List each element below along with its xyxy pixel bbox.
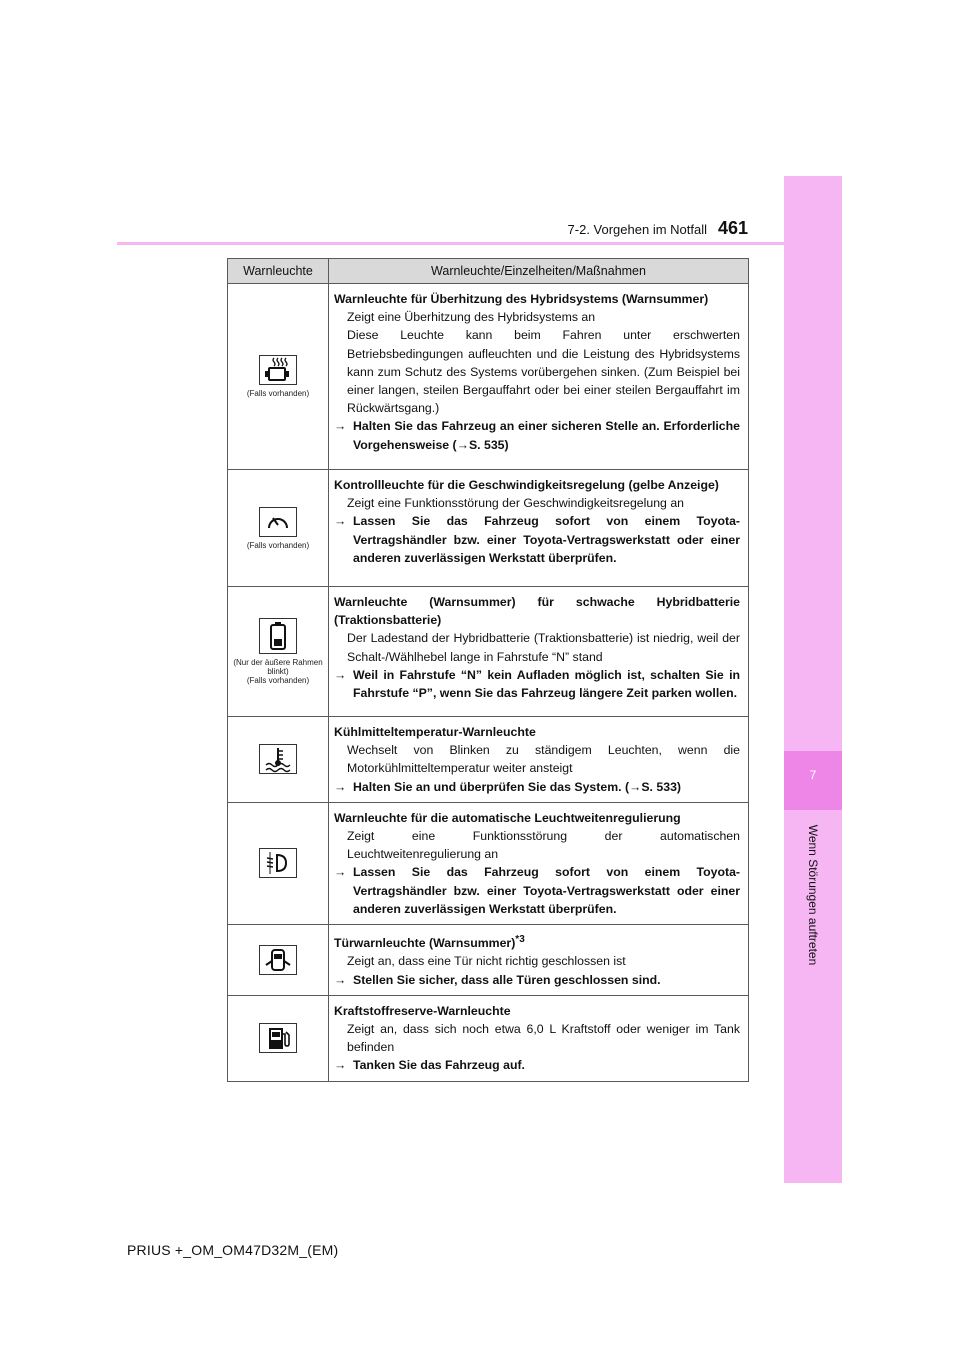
icon-cell: [228, 717, 329, 803]
details-cell: [329, 470, 749, 587]
details-cell: [329, 995, 749, 1081]
chapter-label: Wenn Störungen auftreten: [806, 824, 820, 966]
row-action: [334, 666, 740, 702]
row-title: Kraftstoffreserve-Warnleuchte: [334, 1003, 511, 1018]
headlight-leveling-icon: [259, 848, 297, 878]
row-action-text: Lassen Sie das Fahrzeug sofort von einem Toyota-Vertragshändler bzw. einer Toyota-Vertragswerkstatt oder einer anderen zuverlässigen Werkstatt überprüfen.: [353, 514, 740, 565]
row-action: [334, 778, 740, 796]
row-action: [334, 863, 740, 918]
table-row: [228, 284, 749, 470]
details-cell: [329, 802, 749, 924]
table-row: [228, 925, 749, 996]
arrow-icon: →: [334, 972, 347, 987]
footnote-marker: *3: [515, 934, 525, 946]
row-action-text: Halten Sie an und überprüfen Sie das System. (→S. 533): [353, 779, 682, 794]
row-text: Zeigt an, dass eine Tür nicht richtig geschlossen ist: [347, 954, 626, 969]
row-text: Wechselt von Blinken zu ständigem Leuchten, wenn die Motorkühlmitteltemperatur weiter ansteigt: [347, 743, 740, 776]
icon-note: (Falls vorhanden): [246, 389, 310, 398]
table-header-row: [228, 259, 749, 284]
table-row: [228, 470, 749, 587]
row-text: Zeigt eine Überhitzung des Hybridsystems an Diese Leuchte kann beim Fahren unter erschwerten Betriebsbedingungen aufleuchten und die Leistung des Hybridsystems kann zum Schutz des Systems vorübergehen sinken. (Zum Beispiel bei einer langen, steilen Bergauffahrt oder bei einer steilen Bergauffahrt im Rückwärtsgang.): [347, 310, 740, 416]
chapter-side-tab: [784, 176, 842, 1183]
row-title: Warnleuchte für Überhitzung des Hybridsystems (Warnsummer): [334, 292, 709, 306]
icon-cell: [228, 802, 329, 924]
header-rule: [117, 242, 784, 245]
arrow-icon: →: [334, 865, 347, 880]
arrow-icon: →: [334, 514, 347, 529]
table-row: [228, 587, 749, 717]
table-row: [228, 995, 749, 1081]
table-row: [228, 717, 749, 803]
page-number: 461: [718, 218, 749, 238]
door-open-icon: [259, 945, 297, 975]
row-title-text: Türwarnleuchte (Warnsummer): [334, 936, 516, 951]
icon-note: (Nur der äußere Rahmen blinkt) (Falls vorhanden): [233, 658, 323, 685]
icon-cell: [228, 587, 329, 717]
row-text: Zeigt an, dass sich noch etwa 6,0 L Kraftstoff oder weniger im Tank befinden: [347, 1021, 740, 1055]
arrow-icon: →: [334, 667, 347, 682]
row-action-text: Lassen Sie das Fahrzeug sofort von einem Toyota-Vertragshändler bzw. einer Toyota-Vertragswerkstatt oder einer anderen zuverlässigen Werkstatt überprüfen.: [353, 865, 740, 916]
row-action: [334, 971, 740, 989]
icon-cell: [228, 284, 329, 470]
table-row: [228, 802, 749, 924]
low-fuel-icon: [259, 1023, 297, 1053]
details-cell: [329, 587, 749, 717]
column-header-details: Warnleuchte/Einzelheiten/Maßnahmen: [329, 259, 749, 284]
chapter-number: 7: [809, 768, 817, 782]
arrow-icon: →: [334, 779, 347, 794]
row-action-text: Weil in Fahrstufe “N” kein Aufladen möglich ist, schalten Sie in Fahrstufe “P”, wenn Sie das Fahrzeug längere Zeit parken wollen.: [353, 667, 740, 701]
icon-cell: [228, 995, 329, 1081]
row-text: Zeigt eine Funktionsstörung der automatischen Leuchtweitenregulierung an: [347, 829, 740, 862]
details-cell: [329, 717, 749, 803]
coolant-temperature-icon: [259, 744, 297, 774]
section-title: 7-2. Vorgehen im Notfall: [567, 222, 707, 237]
icon-cell: [228, 470, 329, 587]
row-action-text: Stellen Sie sicher, dass alle Türen geschlossen sind.: [353, 972, 661, 987]
icon-cell: [228, 925, 329, 996]
row-title: Warnleuchte (Warnsummer) für schwache Hybridbatterie (Traktionsbatterie): [334, 595, 740, 628]
row-action: [334, 417, 740, 453]
arrow-icon: →: [334, 1058, 347, 1073]
row-title: [334, 931, 740, 952]
row-action: [334, 1056, 740, 1074]
row-title: Kontrollleuchte für die Geschwindigkeitsregelung (gelbe Anzeige): [334, 478, 719, 492]
hybrid-system-overheat-icon: [259, 355, 297, 385]
details-cell: [329, 925, 749, 996]
row-text: Der Ladestand der Hybridbatterie (Traktionsbatterie) ist niedrig, weil der Schalt-/Wählhebel lange in Fahrstufe “N” stand: [347, 631, 740, 664]
warning-light-table: [227, 258, 749, 1082]
cruise-control-icon: [259, 507, 297, 537]
column-header-icon: Warnleuchte: [228, 259, 329, 284]
row-action: [334, 512, 740, 567]
details-cell: [329, 284, 749, 470]
icon-note: (Falls vorhanden): [246, 540, 310, 550]
row-action-text: Halten Sie das Fahrzeug an einer sicheren Stelle an. Erforderliche Vorgehensweise (→S. 535): [353, 419, 740, 452]
row-title: Warnleuchte für die automatische Leuchtweitenregulierung: [334, 810, 681, 825]
arrow-icon: →: [334, 419, 347, 434]
document-footer: PRIUS +_OM_OM47D32M_(EM): [127, 1242, 339, 1258]
row-text: Zeigt eine Funktionsstörung der Geschwindigkeitsregelung an: [347, 496, 684, 511]
row-action-text: Tanken Sie das Fahrzeug auf.: [353, 1058, 525, 1073]
hybrid-battery-icon: [259, 618, 297, 654]
row-title: Kühlmitteltemperatur-Warnleuchte: [334, 725, 536, 739]
